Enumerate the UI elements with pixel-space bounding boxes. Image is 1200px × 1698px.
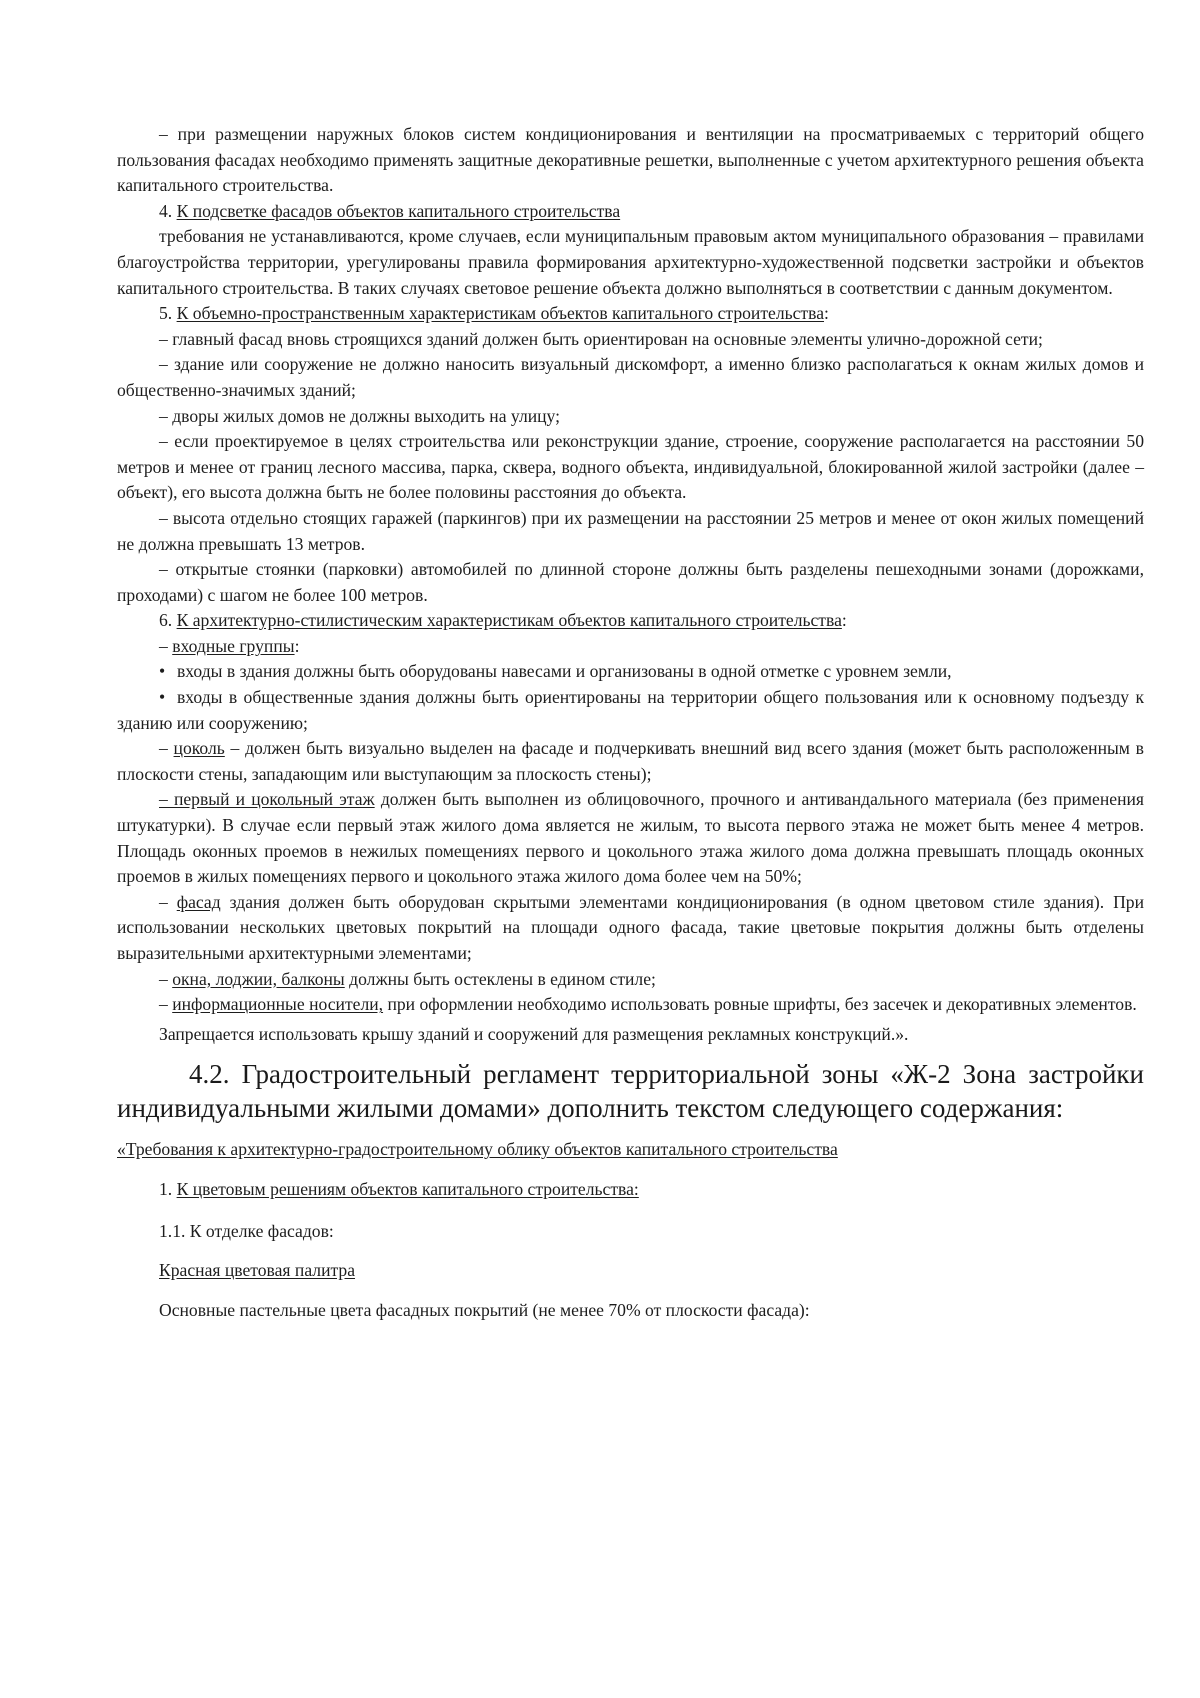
- paragraph-facade: [117, 890, 1144, 967]
- dash: –: [159, 891, 177, 912]
- dash: –: [159, 738, 174, 759]
- section-1-heading: [117, 1177, 1144, 1203]
- bullet-text: входы в здания должны быть оборудованы навесами и организованы в одной отметке с уровнем земли,: [177, 661, 952, 682]
- section-4-number: 4.: [159, 200, 177, 221]
- term-first-floor: – первый и цокольный этаж: [159, 789, 375, 810]
- paragraph-ventilation-grilles: – при размещении наружных блоков систем кондиционирования и вентиляции на просматриваемых с территорий общего пользования фасадах необходимо применять защитные декоративные решетки, выполненные с учетом архитектурного решения объекта капитального строительства.: [117, 124, 1144, 196]
- term-plinth: цоколь: [173, 738, 225, 759]
- colon: :: [294, 635, 300, 656]
- paragraph-text: при оформлении необходимо использовать ровные шрифты, без засечек и декоративных элементов.: [383, 994, 1137, 1015]
- paragraph-main-colors: Основные пастельные цвета фасадных покрытий (не менее 70% от плоскости фасада):: [159, 1299, 810, 1320]
- subsection-1-1: 1.1. К отделке фасадов:: [159, 1220, 334, 1241]
- section-1-title: К цветовым решениям объектов капитального строительства:: [176, 1178, 639, 1199]
- paragraph-first-floor: [117, 787, 1144, 889]
- paragraph-facade-lighting: требования не устанавливаются, кроме случаев, если муниципальным правовым актом муниципального образования – правилами благоустройства территории, урегулированы правила формирования архитектурно-художественной подсветки застройки и объектов капитального строительства. В таких случаях световое решение объекта должно выполняться в соответствии с данным документом.: [117, 226, 1144, 298]
- document-page: [117, 122, 1144, 1323]
- paragraph-visual-discomfort: – здание или сооружение не должно наносить визуальный дискомфорт, а именно близко располагаться к окнам жилых домов и общественно-значимых зданий;: [117, 354, 1144, 400]
- paragraph-parking: – открытые стоянки (парковки) автомобилей по длинной стороне должны быть разделены пешеходными зонами (дорожками, проходами) с шагом не более 100 метров.: [117, 559, 1144, 605]
- paragraph-text: здания должен быть оборудован скрытыми элементами кондиционирования (в одном цветовом стиле здания). При использовании нескольких цветовых покрытий на площади одного фасада, такие цветовые покрытия должны быть отделены выразительными архитектурными элементами;: [117, 891, 1144, 963]
- section-5-heading: [117, 301, 1144, 327]
- paragraph-building-height: – если проектируемое в целях строительства или реконструкции здание, строение, сооружение располагается на расстоянии 50 метров и менее от границ лесного массива, парка, сквера, водного объекта, индивидуальной, блокированной жилой застройки (далее – объект), его высота должна быть не более половины расстояния до объекта.: [117, 431, 1144, 503]
- section-5-colon: :: [824, 303, 829, 324]
- bullet-text: входы в общественные здания должны быть ориентированы на территории общего пользования или к основному подъезду к зданию или сооружению;: [117, 687, 1144, 733]
- paragraph-courtyards: – дворы жилых домов не должны выходить на улицу;: [159, 405, 561, 426]
- paragraph-text: – должен быть визуально выделен на фасаде и подчеркивать внешний вид всего здания (может быть расположенным в плоскости стены, западающим или выступающим за плоскость стены);: [117, 738, 1144, 784]
- paragraph-entrance-groups: [117, 634, 1144, 660]
- paragraph-text: должен быть выполнен из облицовочного, прочного и антивандального материала (без применения штукатурки). В случае если первый этаж жилого дома является не жилым, то высота первого этажа не может быть менее 4 метров. Площадь оконных проемов в нежилых помещениях первого и цокольного этажа жилого дома должна превышать площадь оконных проемов в жилых помещениях первого и цокольного этажа жилого дома более чем на 50%;: [117, 789, 1144, 887]
- section-1-number: 1.: [159, 1178, 177, 1199]
- palette-title-text: Красная цветовая палитра: [159, 1260, 356, 1281]
- paragraph-windows: [117, 967, 1144, 993]
- paragraph-roof-advertising: Запрещается использовать крышу зданий и сооружений для размещения рекламных конструкций.».: [159, 1023, 909, 1044]
- term-info-carriers: информационные носители,: [172, 994, 384, 1015]
- dash: –: [159, 968, 173, 989]
- requirements-title-text: «Требования к архитектурно-градостроительному облику объектов капитального строительства: [117, 1139, 838, 1160]
- section-6-title: К архитектурно-стилистическим характеристикам объектов капитального строительства: [176, 610, 842, 631]
- section-4-title: К подсветке фасадов объектов капитального строительства: [176, 200, 621, 221]
- section-5-title: К объемно-пространственным характеристикам объектов капитального строительства: [176, 303, 825, 324]
- term-facade: фасад: [176, 891, 221, 912]
- requirements-title: [117, 1137, 1144, 1163]
- bullet-item: [117, 659, 1144, 685]
- paragraph-garage-height: – высота отдельно стоящих гаражей (паркингов) при их размещении на расстоянии 25 метров и менее от окон жилых помещений не должна превышать 13 метров.: [117, 507, 1144, 554]
- paragraph-main-facade: – главный фасад вновь строящихся зданий должен быть ориентирован на основные элементы улично-дорожной сети;: [159, 328, 1043, 349]
- dash: –: [159, 635, 173, 656]
- term-windows: окна, лоджии, балконы: [172, 968, 345, 989]
- section-4-2-heading: 4.2. Градостроительный регламент территориальной зоны «Ж-2 Зона застройки индивидуальными жилыми домами» дополнить текстом следующего содержания:: [117, 1059, 1144, 1124]
- bullet-icon: •: [159, 661, 166, 682]
- section-6-heading: [117, 608, 1144, 634]
- term-entrance-groups: входные группы: [172, 635, 295, 656]
- palette-title: [117, 1258, 1144, 1284]
- paragraph-plinth: [117, 736, 1144, 787]
- dash: –: [159, 994, 173, 1015]
- bullet-item: [117, 685, 1144, 736]
- bullet-icon: •: [159, 687, 166, 708]
- paragraph-info-carriers: [117, 992, 1144, 1018]
- section-6-colon: :: [841, 610, 847, 631]
- section-4-heading: [117, 199, 1144, 225]
- paragraph-text: должны быть остеклены в едином стиле;: [344, 968, 656, 989]
- section-5-number: 5.: [159, 303, 177, 324]
- section-6-number: 6.: [159, 610, 177, 631]
